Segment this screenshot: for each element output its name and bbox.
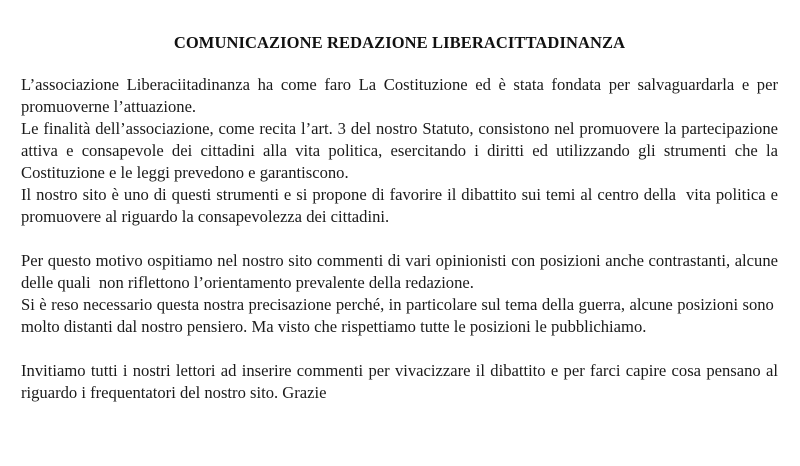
paragraph: Le finalità dell’associazione, come recita l’art. 3 del nostro Statuto, consistono nel promuovere la partecipazione attiva e consapevole dei cittadini alla vita politica, esercitando i diritti ed utilizzando gli strumenti che la Costituzione e le leggi prevedono e garantiscono. — [21, 119, 778, 182]
paragraph: Il nostro sito è uno di questi strumenti e si propone di favorire il dibattito sui temi al centro della vita politica e promuovere al riguardo la consapevolezza dei cittadini. — [21, 185, 778, 226]
paragraph-block-positions — [21, 250, 778, 338]
paragraph: Per questo motivo ospitiamo nel nostro sito commenti di vari opinionisti con posizioni anche contrastanti, alcune delle quali non riflettono l’orientamento prevalente della redazione. — [21, 251, 778, 292]
paragraph: L’associazione Liberaciitadinanza ha come faro La Costituzione ed è stata fondata per salvaguardarla e per promuoverne l’attuazione. — [21, 75, 778, 116]
paragraph-block-invitation — [21, 360, 778, 404]
paragraph-block-intro — [21, 74, 778, 228]
document-title: COMUNICAZIONE REDAZIONE LIBERACITTADINANZA — [173, 33, 626, 52]
paragraph: Si è reso necessario questa nostra precisazione perché, in particolare sul tema della guerra, alcune posizioni sono molto distanti dal nostro pensiero. Ma visto che rispettiamo tutte le posizioni le pubblichiamo. — [21, 295, 778, 336]
paragraph: Invitiamo tutti i nostri lettori ad inserire commenti per vivacizzare il dibattito e per farci capire cosa pensano al riguardo i frequentatori del nostro sito. Grazie — [21, 361, 778, 402]
